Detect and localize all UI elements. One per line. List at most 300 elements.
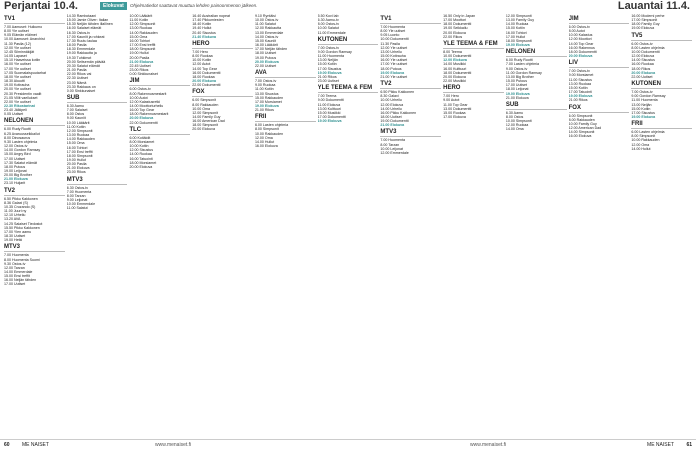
program-listing: 8.00 Tarzan [380,142,400,147]
program-listing: 11.00 Kotiin [129,18,149,23]
program-listing: 6.00 Lasten ohjelmia [631,130,665,135]
program-listing: 16.00 Tohtori [129,38,151,43]
program-listing: 8.00 Ruokaa [192,54,213,59]
program-listing: 23.00 Rikos [66,170,86,175]
program-listing: 22.00 Dokumentti [192,83,221,88]
program-listing: 17.30 Salatut elämät [4,160,37,165]
program-listing: 16.00 American Dad [192,119,225,124]
program-listing: 15.00 Kotiin [568,85,588,90]
program-listing: 20.00 Pasila [129,55,150,60]
program-listing: 10.00 Lääkärit [66,120,90,125]
program-listing: 18.00 Leijonat [505,87,529,92]
program-listing: 19.00 Dokumentti [380,119,409,124]
schedule-column [129,14,190,440]
program-listing: 6.00 Simpsonit [192,98,216,103]
program-listing: 14.00 Oma [505,127,524,132]
program-listing: 18.00 Putous [380,66,402,71]
program-listing: 17.00 Uutiset [4,156,26,161]
program-listing: 15.00 Angry Bird [4,152,31,157]
program-listing: 7.00 Ostos-tv [568,69,590,74]
program-listing: 12.45 Silminnäkijät [4,49,35,54]
program-listing: 10.00 Lääkärit [129,14,153,18]
program-listing: 13.00 Ruokaa [129,26,152,31]
program-listing: 22.00 Yle uutiset [4,99,31,104]
program-listing: 22.00 Uutiset [254,63,277,68]
program-listing: 18.00 Simpsonit [192,123,218,128]
program-listing: 13.00 Ruokaa [568,81,591,86]
program-listing: 12.00 Moottori [568,37,592,42]
program-listing: 21.00 Elokuva [66,166,90,171]
program-listing: 14.00 Simpsonit [568,130,595,135]
program-listing: 11.00 Salatut [254,22,276,27]
program-listing: 12.00 Simpsonit [505,14,532,18]
program-listing: 10.00 Salatut [317,26,339,31]
program-listing: 17.00 Yle uutiset [380,62,408,67]
program-listing: 16.00 Yle uutiset [4,62,31,67]
program-listing: 19.00 Rakkautta ja [66,51,97,56]
program-listing: 10.00 Dokumentti [380,37,409,42]
program-listing: 18.00 Yle uutiset [4,74,31,79]
program-listing: 10.00 Rakkauden [631,138,660,143]
schedule-column [443,14,504,440]
program-listing: 17.00 Dokumentti [317,114,346,119]
program-listing: 20.00 Elokuva [631,70,656,75]
program-listing: 6.30 Aamu [505,110,524,115]
program-listing: 5.50 Kovi lab [317,14,339,18]
program-listing: 11.00 Emmerdale [317,30,346,35]
program-listing: 16.00 Tohtori [66,145,88,150]
program-listing: 13.00 Sisustus [254,91,279,96]
program-listing: 12.00 Yle uutiset [380,45,408,50]
program-listing: 6.00 Kotiäidit [129,135,151,140]
program-listing: 17.00 Sisustus [317,66,342,71]
program-listing: 10.00 Leijonat [380,146,403,151]
program-listing: 18.00 Simpsonit [505,38,532,43]
program-listing: 15.00 Oma [129,34,148,39]
program-listing: 16.00 Lääkärit [254,43,278,48]
schedule-column [506,14,567,440]
program-listing: 21.00 Rikos [568,98,588,103]
program-listing: 18.40 Kotiin [192,22,212,27]
program-listing: 20.00 Elokuva [254,59,279,64]
program-listing: 10.35 Cruzando (S) [4,204,36,209]
program-listing: 21.00 Elokuva [380,123,405,128]
channel-heading: FOX [192,89,253,97]
program-listing: 18.00 Family Guy [631,22,660,27]
program-listing: 18.00 Simpsonit [66,153,93,158]
program-listing: 18.30 Uutiset [4,234,26,239]
schedule-column [631,14,692,440]
day-title-left: Perjantai 10.4. [4,0,78,12]
program-listing: 10.00 Aamuset: Anarchist [4,37,45,42]
info-line: Ohjelmatiedot saattavat muuttua lehden painoonmenon jälkeen. [130,3,258,8]
channel-heading: FRII [255,114,316,122]
program-listing: 13.00 Kulttuuri [317,106,341,111]
program-listing: 6.50 Pikku Kakkonen [380,90,415,95]
program-listing: 16.00 Rakennus [568,45,595,50]
program-listing: 19.00 Elokuva [505,43,530,48]
program-listing: 14.00 Hullut [254,139,275,144]
program-listing: 16.00 Pikku Kakkonen [380,110,417,115]
program-listing: 20.30 Presidentin vaalit [4,91,42,96]
program-listing: 9.10 Ryntäisi [254,14,276,18]
program-listing: 14.30 Rambotaani [66,14,97,18]
program-listing: 11.00 Juuri ny [4,209,27,214]
program-listing: 7.00 Teema [317,94,337,99]
program-listing: 7.00 Huomenta [380,138,405,143]
program-listing: 17.40 Pikkumiesten [192,18,224,23]
program-listing: 17.00 Neljän tähden [254,47,288,52]
program-listing: 10.00 Emmerdale [66,202,96,207]
program-listing: 17.00 Ylen aamu [4,229,32,234]
program-listing: 10.00 Rakkauden [254,131,284,136]
program-listing: 10.00 Dokumentti [443,54,472,59]
program-listing: 12.00 Rakkautta [254,26,282,31]
program-listing: 6.30 Ostos-tv [66,185,89,190]
program-listing: 7.00 Ostos-tv [631,90,653,95]
magazine-name-right: ME NAISET [647,442,674,448]
program-listing: 9.00 Morsiamet [568,73,594,78]
program-listing: 11.30 Pasila [380,41,400,46]
program-listing: 20.40 Sisustus [192,30,216,35]
channel-heading: YLE TEEMA & FEM [318,85,379,93]
channel-heading: TV1 [380,16,441,24]
program-listing: 6.00 Ostos-tv [129,87,151,92]
program-listing: 15.00 Ensi treffit [4,274,30,279]
program-listing: 16.30 Ostos-tv [66,30,91,35]
program-listing: 18.00 Rikos [631,66,651,71]
program-listing: 15.00 Ruokaa [443,110,466,115]
program-listing: 14.00 Moottoriurheilu [129,103,164,108]
program-listing: 7.00 Aamuset: Huikumo [4,25,43,29]
program-listing: 9.00 Dokumentti [317,98,344,103]
program-listing: 23.00 Uutiset [317,79,339,84]
program-listing: 20.00 Seitsemän päivää [66,59,106,64]
program-listing: 17.30 Ruutu laulaa [66,38,97,43]
program-listing: 8.00 Autot [568,29,585,34]
program-listing: 16.00 Top Gear [129,108,155,113]
program-listing: 7.00 Lasten ohjelmia [505,62,540,67]
program-listing: 16.00 Neljän tähden [4,278,37,283]
program-listing: 19.00 Leijonat [4,169,27,173]
program-listing: 20.00 Elokuva [192,79,216,84]
program-listing: 20.00 Elokuva [192,127,215,132]
program-listing: 14.00 Top Gear [192,66,217,71]
schedule-grid [4,14,692,440]
program-listing: 9.00 Leijonat [66,198,88,203]
program-listing: 9.00 Autot [443,98,460,103]
magazine-name-left: ME NAISET [22,442,49,448]
program-listing: 19.00 Elokuva [568,94,593,99]
program-listing: 14.00 Rakkauden [66,137,95,142]
program-listing: 21.05 Villit vaellukset [4,95,38,100]
program-listing: 22.00 Dokumentti [129,120,158,125]
program-listing: 15.00 Putous [505,79,528,84]
program-listing: 14.05 Lapaset [4,54,27,59]
program-listing: 21.00 Rikos [254,108,274,113]
program-listing: 12.00 Simpsonit [192,110,218,115]
program-listing: 15.50 Pikku Kakkonen [4,225,40,230]
program-listing: 21.00 Yle uutiset [380,74,408,79]
program-listing: 15.00 Oma [66,141,85,146]
program-listing: 14.00 Ruokaa [129,152,152,157]
program-listing: 22.30 Uutiset [66,76,88,81]
program-listing: 9.30 Lasten ohjelmia [4,139,38,144]
program-listing: 11.00 Kotiin [254,87,274,92]
program-listing: 10.00 Family Guy [568,121,597,126]
program-listing: 15.00 Kotirauha [380,54,406,59]
program-listing: 8.00 Ostos-tv [317,22,340,27]
program-listing: 9.05 Luonto [380,33,400,38]
program-listing: 12.00 Elokuva [443,58,467,63]
program-listing: 22.00 Rikos [443,34,463,39]
program-listing: 15.00 Rakkauden [254,95,284,100]
program-listing: 13.00 Urheilu [380,49,402,54]
program-listing: 14.00 Musiikki [443,62,466,67]
program-listing: 12.00 Yle uutiset [4,45,31,50]
program-listing: 17.00 Ensi treffit [129,43,156,48]
program-listing: 6.25 Avaruusseikkailut [4,131,40,136]
channel-heading: TV2 [4,188,65,196]
program-listing: 10.00 Kotiin [129,144,149,149]
program-listing: 7.00 Huomenta [380,25,405,29]
program-listing: 17.00 Yle uutiset [4,66,31,71]
program-listing: 20.30 Salatut elämät [66,63,100,68]
channel-heading: TLC [129,127,190,135]
section-label: Elokuvat [100,2,127,10]
top-bar [0,0,696,13]
program-listing: 7.00 Huomenta [66,189,92,194]
program-listing: 17.00 Uutiset [505,83,528,88]
program-listing: 22.00 Rikos vai [66,72,92,77]
program-listing: 11.00 Elokuva [317,102,341,107]
day-title-right: Lauantai 11.4. [617,0,690,12]
program-listing: 10.00 Simpsonit [505,119,532,124]
program-listing: 13.20 AVA [4,217,21,222]
program-listing: 16.00 Elokuva [568,134,592,139]
program-listing: 8.00 Ostos [505,114,524,119]
program-listing: 22.00 Musiikki [443,79,466,84]
program-listing: 18.00 Dokumentti [443,70,472,75]
program-listing: 17.00 Tatuointi [568,90,592,95]
program-listing: 11.00 Huomenta [317,54,344,59]
program-listing: 18.00 Pasila [66,43,87,48]
program-listing: 14.25 Salaiset Tiedostot [4,221,43,226]
program-listing: 8.00 Huomenta Suomi [4,257,40,262]
program-listing: 23.30 Rakkaus on [66,84,96,89]
channel-heading: TV5 [631,33,692,41]
page-number-left: 60 [4,442,10,448]
program-listing: 19.00 Elokuva [631,26,655,31]
program-listing: 19.00 Seikkailu [443,26,468,31]
program-listing: 16.00 Kulttuuri [443,66,467,71]
program-listing: 20.00 Elokuva [443,74,466,79]
program-listing: 18.30 Emmerdale [66,47,96,52]
program-listing: 11.00 Sisustus [568,77,592,82]
program-listing: 13.00 Neljän [631,102,652,107]
program-listing: 10.00 Kotiin [192,58,212,63]
program-listing: 12.00 Kalastusretki [129,99,161,104]
program-listing: 17.00 Kauniit ja rohkeat [66,34,105,39]
program-listing: 21.00 Rikos [317,74,337,79]
program-listing: 18.30 Akuutti [4,79,25,84]
program-listing: 16.50 Only in Japan [443,14,476,18]
channel-heading: JIM [569,16,630,24]
program-listing: 22.45 Uutiset [129,63,151,68]
program-listing: 11.00 Top Gear [443,102,468,107]
program-listing: 6.30 Aamu [66,103,84,108]
program-listing: 12.00 Autot [192,62,211,67]
program-listing: 21.00 Elokuva [129,59,154,64]
program-listing: 8.00 Rakennusmestarit [129,91,167,96]
program-listing: 19.40 Hullut [192,26,212,31]
program-listing: 15.10 Haaveissa kotiin [4,58,41,63]
program-listing: 21.00 Elokuva [505,95,529,100]
program-listing: 17.00 Simpsonit [631,18,658,23]
program-listing: 15.00 Kotiin [317,62,337,67]
program-listing: 10.00 Ostos-tv [254,18,279,23]
program-listing: 19.00 Hetki [4,238,23,243]
program-listing: 14.00 Family Guy [192,114,221,119]
program-listing: 8.00 Yle uutiset [4,29,29,34]
program-listing: 18.00 Morsiamet [129,160,157,165]
schedule-column [318,14,379,440]
program-listing: 15.00 Jamie Oliver: Italian [66,18,109,23]
program-listing: 22.30 Rikostarinat [4,103,35,108]
program-listing: 8.00 Lasten ohjelmia [631,45,665,50]
program-listing: 7.00 Ostos-tv [254,79,277,84]
program-listing: 18.00 Rakennusmestarit [129,112,169,117]
program-listing: 12.00 Ostos-tv [4,144,28,149]
program-listing: 11.00 Salatut [66,206,88,211]
program-listing: 7.00 Hero [443,94,459,99]
program-listing: 10.00 Kalastus [568,33,593,38]
program-listing: 6.00 Ostos-tv [568,25,590,29]
program-listing: 9.00 Gordon Ramsay [631,94,666,99]
channel-heading: TV1 [4,16,65,24]
program-listing: 18.00 Ruokaa [192,74,215,79]
program-listing: 12.00 Oma [631,142,650,147]
program-listing: 9.00 Ostos-tv [505,66,528,71]
program-listing: 6.00 Rudy Ruotti [4,127,31,132]
program-listing: 6.50 Pikku Kakkonen [4,196,38,201]
program-listing: 16.00 Elokuva [254,144,278,149]
program-listing: 15.00 Kotiin [505,26,525,31]
page-number-right: 61 [686,442,692,448]
channel-heading: TV2 [380,81,441,89]
program-listing: 8.00 Morsiamet [129,139,155,144]
program-listing: 8.00 Rakkauden [568,117,595,122]
program-listing: 21.00 Pasila [66,68,87,73]
schedule-column [255,14,316,440]
program-listing: 12.00 Emmerdale [380,150,409,155]
program-listing: 22.00 Uutiset [631,74,653,79]
channel-heading: AVA [255,70,316,78]
channel-heading: FRII [631,121,692,129]
program-listing: 0.00 Sinkkunaiset [129,72,158,77]
program-listing: 23.00 Nämä [66,80,87,85]
program-listing: 21.40 Elokuva [192,34,216,39]
program-listing: 7.00 Hero [192,49,208,54]
program-listing: 9.30 Ostos-tv [4,261,26,266]
program-listing: 14.00 Hullut [631,146,651,151]
program-listing: 12.00 Elokuva [380,102,404,107]
program-listing: 15.00 Musiikki [317,110,341,115]
program-listing: 19.00 Elokuva [317,70,342,75]
program-listing: 12.00 Elokuva [631,54,655,59]
program-listing: 12.00 Ruokaa [505,123,529,128]
schedule-column [380,14,441,440]
channel-heading: SUB [506,102,567,110]
channel-heading: MTV3 [4,244,65,252]
program-listing: 17.00 Sisustus [631,110,655,115]
program-listing: 19.00 Elokuva [631,114,656,119]
program-listing: 17.00 Hullut [505,34,526,39]
program-listing: 20.00 Big Brother [4,173,32,178]
program-listing: 20.00 Pasila [66,162,87,167]
channel-heading: NELONEN [4,118,65,126]
program-listing: 6.00 Rudy Ruotti [505,58,533,63]
program-listing: 19.00 Elokuva [317,119,342,124]
program-listing: 13.00 Dokumentti [443,106,472,111]
program-listing: 9.00 Gordon Ramsay [317,49,352,54]
program-listing: 20.00 Elokuva [129,164,153,169]
program-listing: 11.00 Huomenta [631,98,658,103]
program-listing: 20.00 Elokuva [443,30,466,35]
program-listing: 8.00 Ostos [66,112,85,117]
schedule-column [4,14,65,440]
program-listing: 8.00 Yle uutiset [380,29,406,34]
program-listing: 18.00 Dokumentti [568,49,597,54]
program-listing: 18.00 Uutiset [380,114,402,119]
channel-heading: JIM [129,78,190,86]
program-listing: 8.00 Tarzan [66,193,86,198]
program-listing: 0.05 Uutiset [4,112,24,117]
program-listing: 19.00 Putous [254,55,277,60]
program-listing: 12.10 Urheilu [4,213,26,218]
program-listing: 13.00 Ruokaa [66,133,90,138]
program-listing: 16.00 Yle uutiset [380,58,408,63]
program-listing: 14.00 Rakkauden [129,30,158,35]
program-listing: 0.00 Sinkkunaiset [66,88,96,93]
program-listing: 17.00 Uutiset [4,282,26,287]
program-listing: 13.00 Neljän [317,58,338,63]
program-listing: 16.00 Ruokaa [631,62,654,67]
program-listing: 14.00 Ruokaa [505,22,529,27]
program-listing: 23.40 Jälkipeli [4,108,27,113]
channel-heading: SUB [67,95,128,103]
program-listing: 19.30 Tuhkimot [66,55,92,60]
program-listing: 9.05 Elämän eläimet [4,33,37,38]
program-listing: 14.00 Gordon Ramsay [4,148,41,153]
program-listing: 19.00 Kotirauha [4,83,30,88]
program-listing: 20.00 Elokuva [568,54,593,59]
program-listing: 15.00 Kotiin [631,106,651,111]
program-listing: 10.00 Dokumentti [631,49,660,54]
program-listing: 16.00 Moderni perhe [631,14,665,18]
program-listing: 11.00 Kotiin [66,124,86,129]
program-listing: 12.00 American Dad [568,125,602,130]
program-listing: 14.00 Sisustus [631,58,655,63]
program-listing: 12.00 Oma [254,135,273,140]
program-listing: 23.10 Huijarit [4,181,26,186]
program-listing: 8.00 Rakkauden [192,102,219,107]
program-listing: 14.00 Ostos-tv [254,34,279,39]
program-listing: 16.00 Tohtori [505,30,527,35]
program-listing: 7.00 Salaiset [66,108,88,113]
program-listing: 19.00 Hullut [66,158,86,162]
program-listing: 7.00 Ostos-tv [317,45,340,50]
